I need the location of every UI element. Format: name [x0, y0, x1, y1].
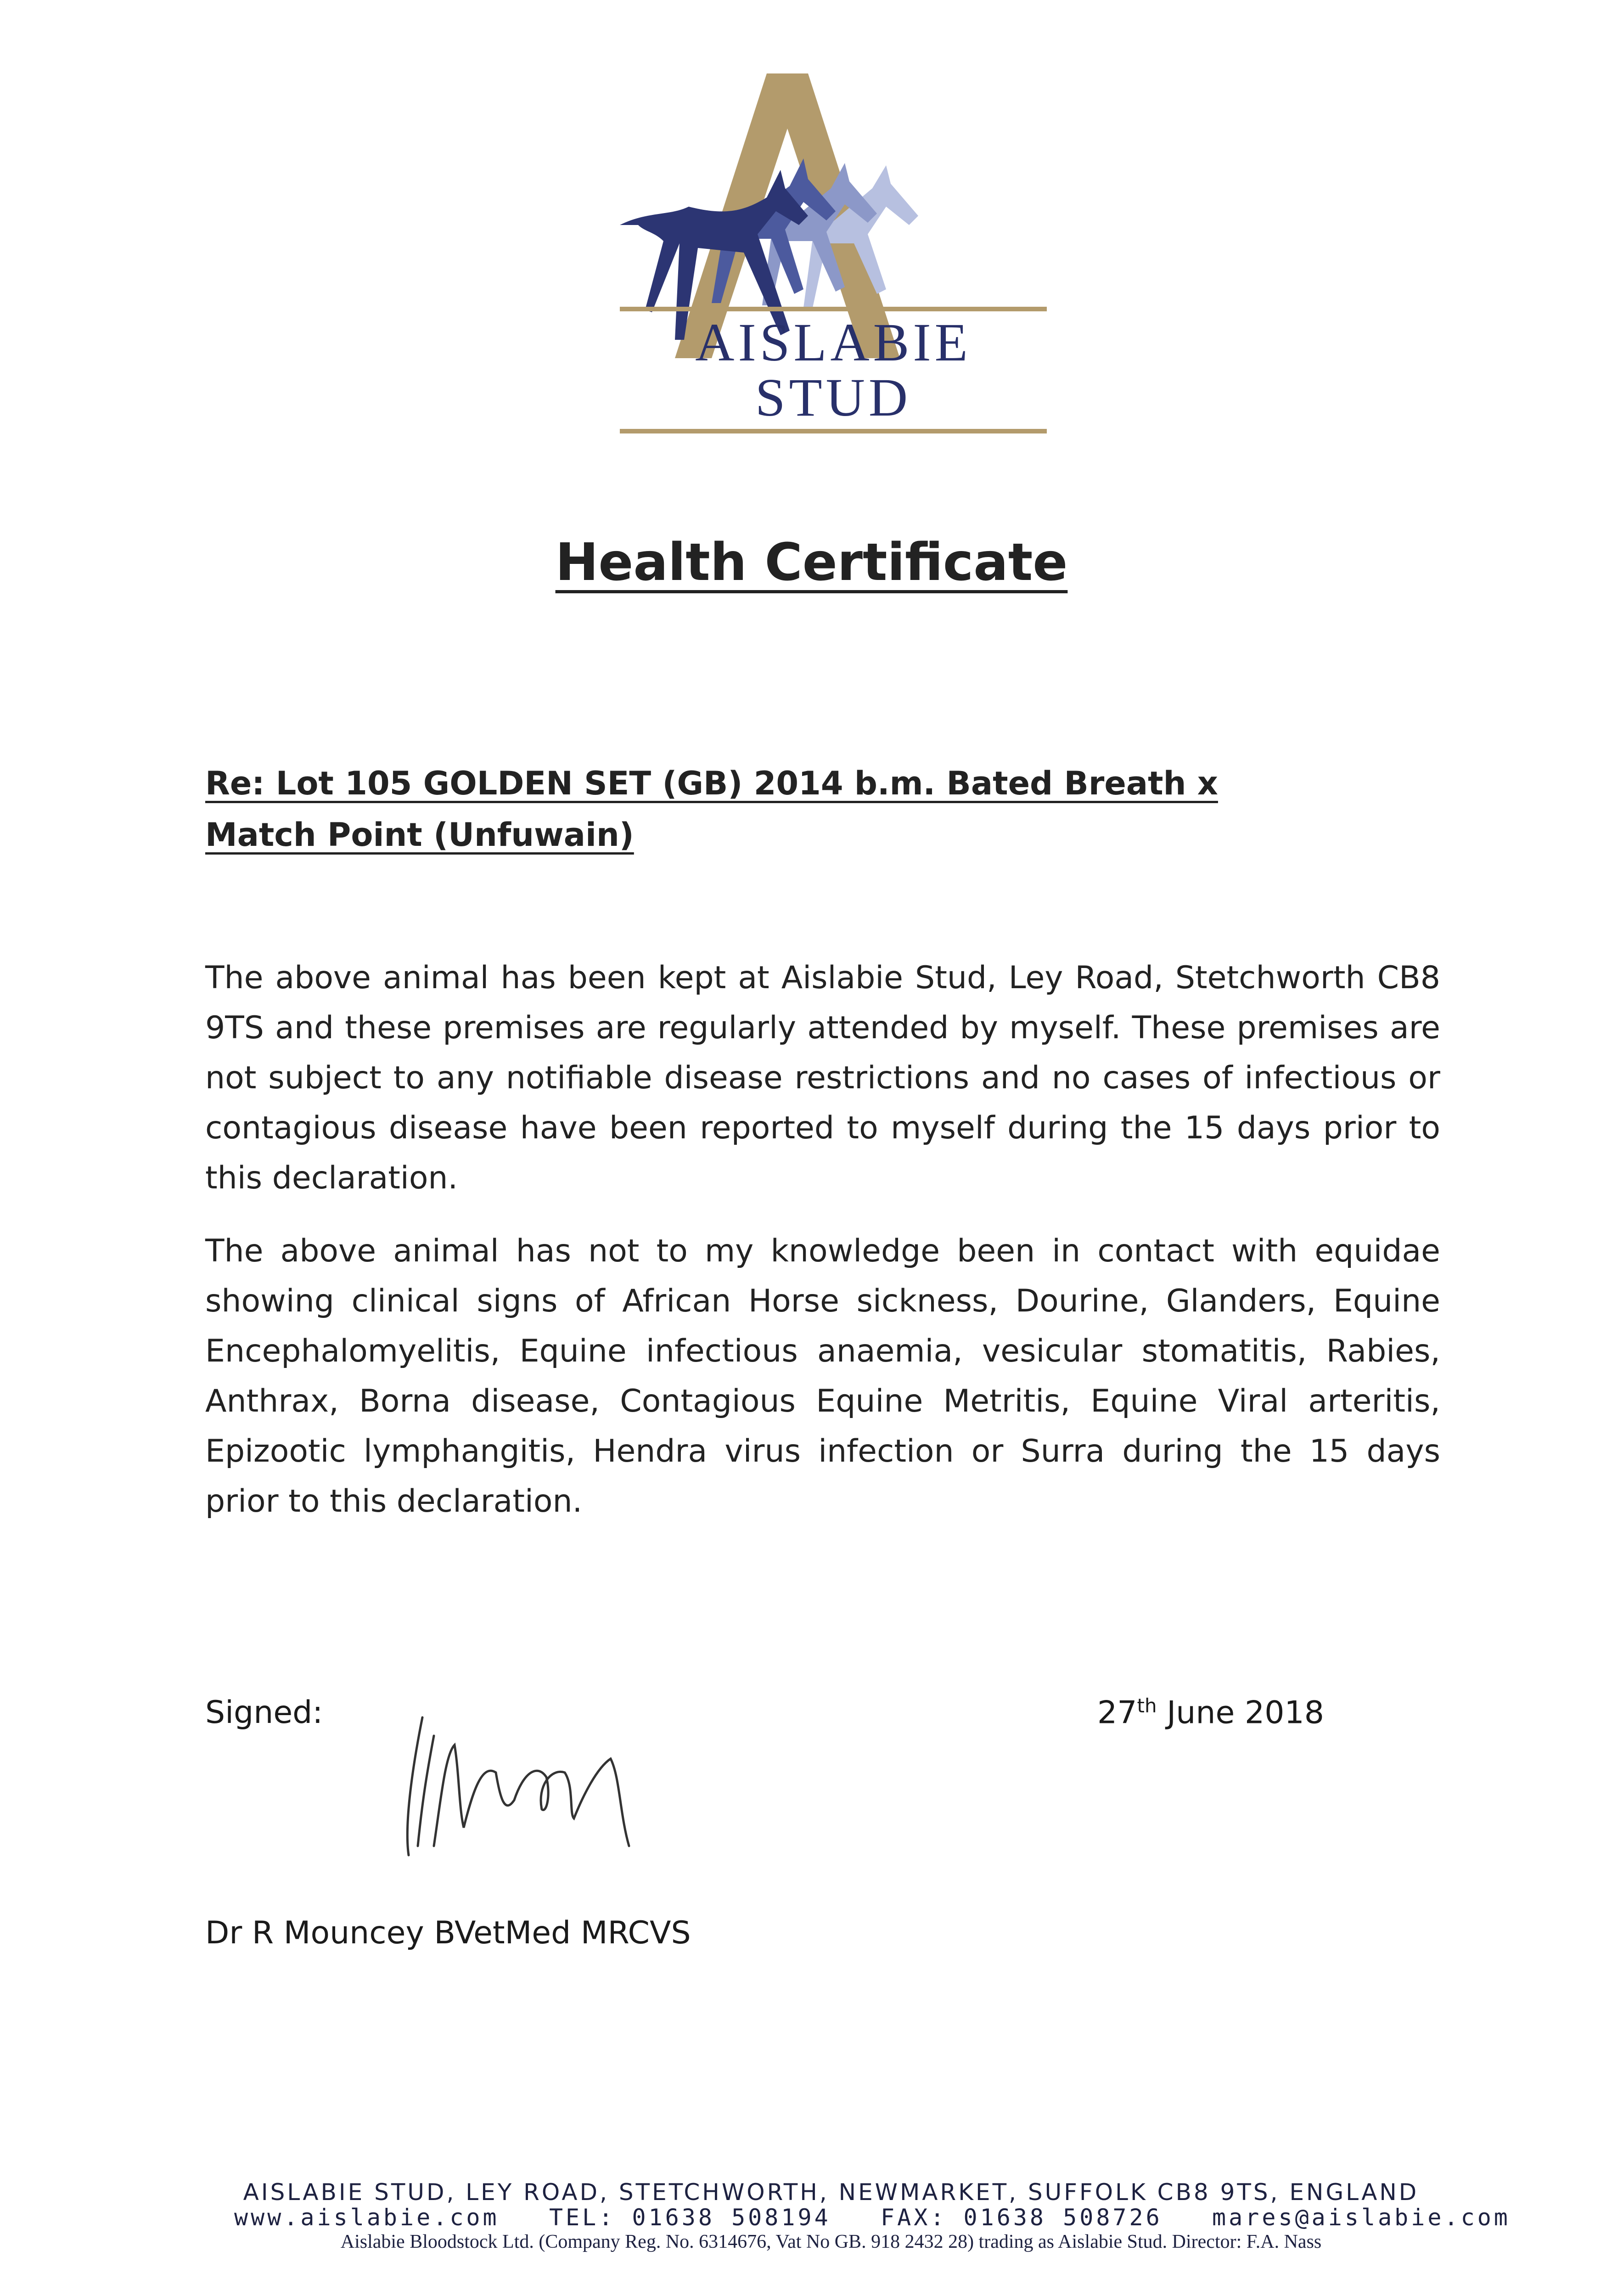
footer-address: AISLABIE STUD, LEY ROAD, STETCHWORTH, NEWMARKET, SUFFOLK CB8 9TS, ENGLAND	[243, 2179, 1419, 2206]
date-day: 27	[1097, 1694, 1137, 1731]
declaration-paragraph-2: The above animal has not to my knowledge been in contact with equidae showing clinical signs of African Horse sickness, Dourine, Glanders, Equine Encephalomyelitis, Equine infectious anaemia, vesicular stomatitis, Rabies, Anthrax, Borna disease, Contagious Equine Metritis, Equine Viral arteritis, Epizootic lymphangitis, Hendra virus infection or Surra during the 15 days prior to this declaration.	[205, 1233, 1440, 1519]
handwritten-signature	[390, 1708, 684, 1864]
date-rest: June 2018	[1157, 1694, 1324, 1731]
declaration-paragraph-1: The above animal has been kept at Aislabie Stud, Ley Road, Stetchworth CB8 9TS and these premises are regularly attended by myself. These premises are not subject to any notifiable disease restrictions and no cases of infectious or contagious disease have been reported to myself during the 15 days prior to this declaration.	[205, 960, 1440, 1196]
signed-label: Signed:	[205, 1694, 323, 1731]
logo-wordmark: AISLABIE STUD	[620, 307, 1047, 433]
signatory-name: Dr R Mouncey BVetMed MRCVS	[205, 1915, 691, 1951]
date-suffix: th	[1137, 1694, 1157, 1717]
footer-company-info: Aislabie Bloodstock Ltd. (Company Reg. No. 6314676, Vat No GB. 918 2432 28) trading as Aislabie Stud. Director: F.A. Nass	[340, 2231, 1322, 2252]
subject-line: Re: Lot 105 GOLDEN SET (GB) 2014 b.m. Bated Breath x Match Point (Unfuwain)	[205, 765, 1218, 854]
footer-contact: www.aislabie.com TEL: 01638 508194 FAX: 01638 508726 mares@aislabie.com	[234, 2204, 1511, 2231]
signature-date	[1097, 1694, 1324, 1731]
page-title	[0, 533, 1623, 592]
title-text: Health Certificate	[555, 533, 1068, 592]
